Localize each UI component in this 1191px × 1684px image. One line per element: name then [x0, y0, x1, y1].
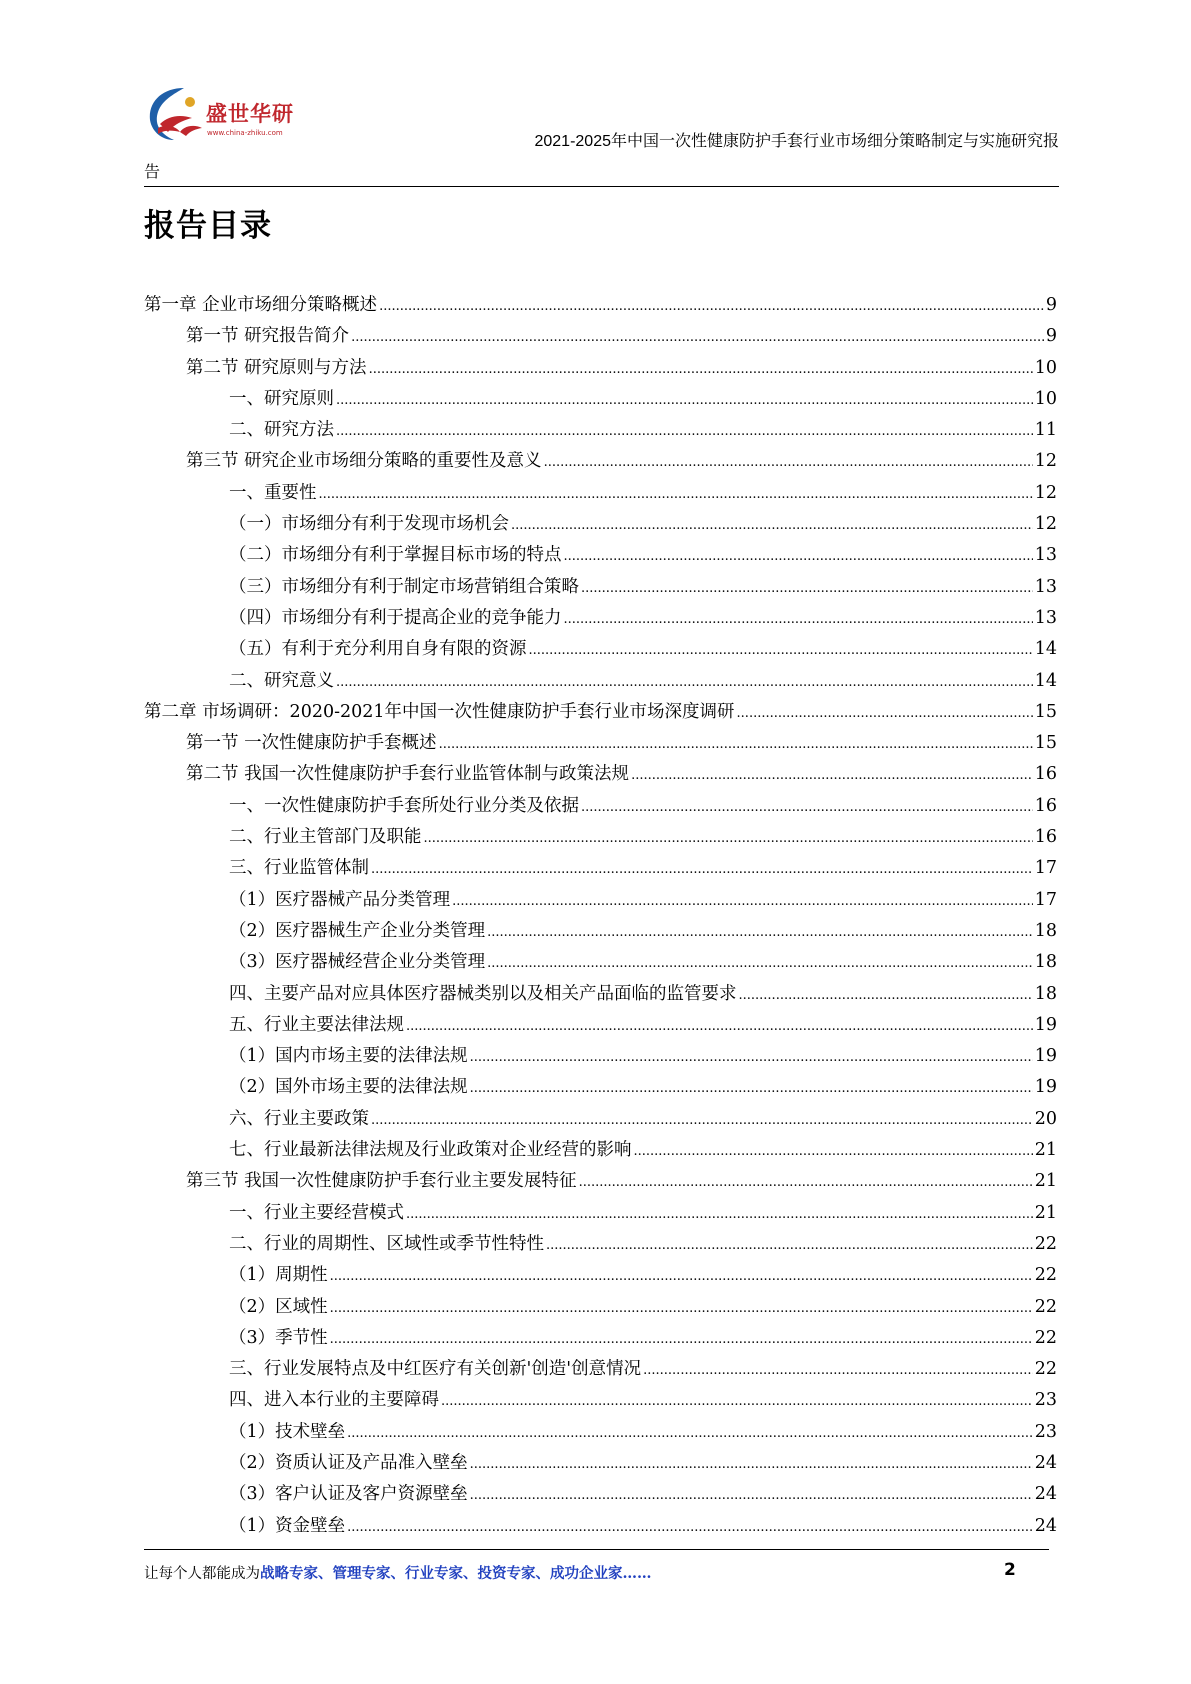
toc-dot-leader — [330, 1292, 1033, 1324]
toc-entry[interactable] — [144, 666, 1057, 697]
toc-entry[interactable] — [144, 290, 1057, 321]
toc-dot-leader — [330, 1260, 1033, 1292]
toc-dot-leader — [739, 979, 1033, 1011]
toc-entry-page: 21 — [1034, 1202, 1057, 1223]
toc-entry-title: 三、行业发展特点及中红医疗有关创新'创造'创意情况 — [229, 1359, 642, 1380]
toc-dot-leader — [441, 1385, 1033, 1417]
toc-entry-page: 23 — [1034, 1390, 1057, 1411]
toc-entry[interactable] — [144, 947, 1057, 978]
toc-entry-title: （2）国外市场主要的法律法规 — [229, 1077, 468, 1098]
toc-entry-title: 三、行业监管体制 — [229, 858, 369, 879]
toc-entry[interactable] — [144, 759, 1057, 790]
toc-entry[interactable] — [144, 478, 1057, 509]
company-logo — [144, 80, 314, 155]
footer-slogan-emphasis: 战略专家、管理专家、行业专家、投资专家、成功企业家…… — [260, 1565, 652, 1582]
footer-divider — [144, 1549, 1049, 1550]
toc-dot-leader — [470, 1479, 1033, 1511]
toc-entry-page: 12 — [1034, 482, 1057, 503]
toc-entry-title: 第二章 市场调研：2020-2021年中国一次性健康防护手套行业市场深度调研 — [144, 701, 735, 722]
toc-entry-page: 19 — [1034, 1077, 1057, 1098]
toc-dot-leader — [634, 1135, 1033, 1167]
toc-dot-leader — [631, 759, 1033, 791]
toc-entry-page: 13 — [1034, 607, 1057, 628]
toc-entry[interactable] — [144, 916, 1057, 947]
toc-entry[interactable] — [144, 1135, 1057, 1166]
header-divider — [144, 186, 1059, 187]
toc-entry[interactable] — [144, 1166, 1057, 1197]
report-title-continuation: 告 — [144, 164, 161, 181]
toc-entry[interactable] — [144, 509, 1057, 540]
toc-entry-page: 22 — [1034, 1296, 1057, 1317]
toc-entry-page: 18 — [1034, 952, 1057, 973]
toc-entry-title: 四、主要产品对应具体医疗器械类别以及相关产品面临的监管要求 — [229, 983, 737, 1004]
toc-entry-page: 15 — [1034, 701, 1057, 722]
toc-entry-page: 10 — [1034, 357, 1057, 378]
toc-dot-leader — [347, 1511, 1033, 1543]
toc-dot-leader — [579, 1166, 1033, 1198]
toc-entry[interactable] — [144, 572, 1057, 603]
toc-dot-leader — [424, 822, 1033, 854]
toc-entry[interactable] — [144, 1354, 1057, 1385]
toc-entry-title: （1）周期性 — [229, 1265, 328, 1286]
toc-entry-title: 第三节 我国一次性健康防护手套行业主要发展特征 — [186, 1171, 577, 1192]
toc-entry-title: 第三节 研究企业市场细分策略的重要性及意义 — [186, 451, 542, 472]
toc-dot-leader — [406, 1010, 1033, 1042]
toc-entry-title: 二、研究意义 — [229, 670, 334, 691]
toc-entry-page: 24 — [1034, 1515, 1057, 1536]
toc-dot-leader — [347, 1417, 1033, 1449]
toc-entry[interactable] — [144, 1010, 1057, 1041]
toc-dot-leader — [351, 321, 1044, 353]
toc-entry-title: （1）国内市场主要的法律法规 — [229, 1046, 468, 1067]
toc-entry-title: （1）技术壁垒 — [229, 1421, 346, 1442]
toc-dot-leader — [319, 478, 1033, 510]
toc-entry[interactable] — [144, 979, 1057, 1010]
toc-entry[interactable] — [144, 353, 1057, 384]
toc-entry-title: （二）市场细分有利于掌握目标市场的特点 — [229, 545, 562, 566]
toc-entry-title: 七、行业最新法律法规及行业政策对企业经营的影响 — [229, 1140, 632, 1161]
toc-entry-page: 24 — [1034, 1452, 1057, 1473]
footer-slogan-prefix: 让每个人都能成为 — [144, 1566, 260, 1582]
toc-entry[interactable] — [144, 1511, 1057, 1542]
toc-entry-title: （3）季节性 — [229, 1327, 328, 1348]
toc-entry-title: （2）区域性 — [229, 1296, 328, 1317]
page-number: 2 — [1004, 1560, 1016, 1580]
toc-entry-page: 13 — [1034, 545, 1057, 566]
toc-entry[interactable] — [144, 603, 1057, 634]
toc-dot-leader — [336, 384, 1033, 416]
toc-dot-leader — [379, 290, 1044, 322]
toc-entry-title: 五、行业主要法律法规 — [229, 1014, 404, 1035]
toc-dot-leader — [439, 728, 1033, 760]
toc-entry-title: 第一章 企业市场细分策略概述 — [144, 295, 378, 315]
toc-dot-leader — [487, 916, 1033, 948]
toc-entry-page: 9 — [1045, 295, 1057, 315]
page-header — [144, 70, 1059, 190]
toc-dot-leader — [581, 572, 1033, 604]
toc-entry[interactable] — [144, 540, 1057, 571]
toc-entry-title: 第一节 研究报告简介 — [186, 326, 350, 347]
toc-entry-page: 11 — [1034, 420, 1057, 441]
toc-entry[interactable] — [144, 384, 1057, 415]
toc-dot-leader — [529, 634, 1033, 666]
toc-entry-title: 一、研究原则 — [229, 388, 334, 409]
toc-entry[interactable] — [144, 1385, 1057, 1416]
toc-entry-page: 21 — [1034, 1171, 1057, 1192]
toc-entry-page: 10 — [1034, 388, 1057, 409]
table-of-contents — [144, 290, 1057, 1542]
toc-entry-title: 一、行业主要经营模式 — [229, 1202, 404, 1223]
toc-entry-title: 四、进入本行业的主要障碍 — [229, 1390, 439, 1411]
toc-entry-title: （3）医疗器械经营企业分类管理 — [229, 952, 486, 973]
toc-entry-title: （五）有利于充分利用自身有限的资源 — [229, 639, 527, 660]
toc-entry-title: （1）资金壁垒 — [229, 1515, 346, 1536]
toc-entry-page: 22 — [1034, 1265, 1057, 1286]
toc-entry[interactable] — [144, 1072, 1057, 1103]
toc-dot-leader — [544, 446, 1033, 478]
toc-entry-page: 21 — [1034, 1140, 1057, 1161]
toc-entry-page: 19 — [1034, 1014, 1057, 1035]
toc-entry[interactable] — [144, 791, 1057, 822]
toc-entry-page: 18 — [1034, 983, 1057, 1004]
toc-entry-page: 23 — [1034, 1421, 1057, 1442]
toc-entry-title: （四）市场细分有利于提高企业的竞争能力 — [229, 607, 562, 628]
toc-entry-page: 14 — [1034, 639, 1057, 660]
toc-dot-leader — [371, 1104, 1033, 1136]
toc-dot-leader — [452, 885, 1033, 917]
toc-entry-page: 20 — [1034, 1108, 1057, 1129]
toc-entry[interactable] — [144, 1229, 1057, 1260]
toc-dot-leader — [564, 540, 1033, 572]
toc-entry[interactable] — [144, 1041, 1057, 1072]
toc-entry-page: 15 — [1034, 733, 1057, 754]
toc-entry-page: 12 — [1034, 451, 1057, 472]
toc-entry[interactable] — [144, 634, 1057, 665]
toc-entry-page: 18 — [1034, 920, 1057, 941]
toc-entry-title: （三）市场细分有利于制定市场营销组合策略 — [229, 576, 579, 597]
toc-entry[interactable] — [144, 446, 1057, 477]
toc-entry[interactable] — [144, 728, 1057, 759]
toc-dot-leader — [371, 853, 1033, 885]
toc-dot-leader — [643, 1354, 1033, 1386]
toc-entry-title: （1）医疗器械产品分类管理 — [229, 889, 451, 910]
toc-entry-title: （3）客户认证及客户资源壁垒 — [229, 1484, 468, 1505]
toc-dot-leader — [336, 415, 1033, 447]
toc-dot-leader — [406, 1198, 1033, 1230]
toc-entry-page: 13 — [1034, 576, 1057, 597]
toc-entry[interactable] — [144, 1479, 1057, 1510]
toc-entry-title: （一）市场细分有利于发现市场机会 — [229, 514, 509, 535]
logo-wordmark: 盛世华研 — [206, 102, 294, 126]
toc-dot-leader — [487, 947, 1033, 979]
toc-entry-title: 第一节 一次性健康防护手套概述 — [186, 733, 437, 754]
toc-entry-page: 22 — [1034, 1359, 1057, 1380]
toc-entry-page: 22 — [1034, 1327, 1057, 1348]
report-title: 2021-2025年中国一次性健康防护手套行业市场细分策略制定与实施研究报 — [534, 133, 1059, 150]
toc-dot-leader — [511, 509, 1033, 541]
toc-entry[interactable] — [144, 1292, 1057, 1323]
toc-dot-leader — [737, 697, 1033, 729]
toc-entry-title: （2）医疗器械生产企业分类管理 — [229, 920, 486, 941]
toc-entry-title: 二、行业主管部门及职能 — [229, 827, 422, 848]
toc-entry[interactable] — [144, 1260, 1057, 1291]
toc-entry-page: 14 — [1034, 670, 1057, 691]
toc-dot-leader — [581, 791, 1033, 823]
toc-entry-page: 22 — [1034, 1233, 1057, 1254]
toc-entry[interactable] — [144, 1417, 1057, 1448]
toc-entry-page: 17 — [1034, 889, 1057, 910]
toc-entry[interactable] — [144, 697, 1057, 728]
toc-entry-page: 16 — [1034, 827, 1057, 848]
toc-entry[interactable] — [144, 1104, 1057, 1135]
toc-entry[interactable] — [144, 853, 1057, 884]
toc-entry[interactable] — [144, 415, 1057, 446]
toc-dot-leader — [470, 1041, 1033, 1073]
toc-entry-title: 二、研究方法 — [229, 420, 334, 441]
toc-dot-leader — [470, 1448, 1033, 1480]
toc-entry[interactable] — [144, 1448, 1057, 1479]
toc-entry-page: 19 — [1034, 1046, 1057, 1067]
toc-entry-page: 12 — [1034, 514, 1057, 535]
toc-entry-title: 一、重要性 — [229, 482, 317, 503]
footer-slogan — [144, 1562, 652, 1583]
toc-heading: 报告目录 — [144, 208, 272, 244]
toc-entry-page: 16 — [1034, 795, 1057, 816]
toc-dot-leader — [336, 666, 1033, 698]
toc-dot-leader — [564, 603, 1033, 635]
toc-entry-title: 第二节 我国一次性健康防护手套行业监管体制与政策法规 — [186, 764, 630, 785]
toc-entry-page: 9 — [1045, 326, 1057, 347]
toc-dot-leader — [330, 1323, 1033, 1355]
logo-url: www.china-zhiku.com — [207, 129, 283, 137]
toc-entry-title: 二、行业的周期性、区域性或季节性特性 — [229, 1233, 544, 1254]
toc-entry-title: 第二节 研究原则与方法 — [186, 357, 367, 378]
toc-entry[interactable] — [144, 1323, 1057, 1354]
toc-entry-page: 16 — [1034, 764, 1057, 785]
toc-entry[interactable] — [144, 321, 1057, 352]
logo-emblem-icon — [144, 80, 206, 150]
toc-entry-title: 一、一次性健康防护手套所处行业分类及依据 — [229, 795, 579, 816]
toc-entry-page: 24 — [1034, 1484, 1057, 1505]
toc-dot-leader — [546, 1229, 1033, 1261]
toc-entry[interactable] — [144, 1198, 1057, 1229]
toc-dot-leader — [369, 353, 1033, 385]
toc-entry-title: 六、行业主要政策 — [229, 1108, 369, 1129]
toc-entry-title: （2）资质认证及产品准入壁垒 — [229, 1452, 468, 1473]
toc-entry[interactable] — [144, 885, 1057, 916]
toc-entry-page: 17 — [1034, 858, 1057, 879]
toc-entry[interactable] — [144, 822, 1057, 853]
toc-dot-leader — [470, 1072, 1033, 1104]
